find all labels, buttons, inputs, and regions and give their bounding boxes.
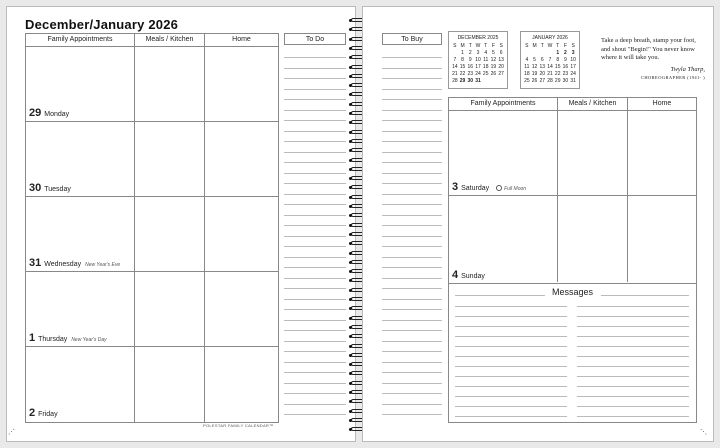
ruled-line: [382, 236, 442, 237]
page-corner-mark: ⋰: [8, 429, 15, 436]
calendar-date: 22: [459, 71, 466, 77]
ruled-line: [284, 194, 346, 195]
day-entry-2[interactable]: [29, 407, 58, 419]
ruled-line: [284, 120, 346, 121]
page-corner-mark: ⋱: [700, 429, 707, 436]
calendar-date: 15: [459, 64, 466, 70]
weekday-label: W: [547, 43, 553, 49]
day-name: Friday: [38, 411, 58, 418]
day-number: 3: [452, 181, 459, 193]
ruled-line: [382, 78, 442, 79]
calendar-date: 21: [547, 71, 553, 77]
day-number: 29: [29, 107, 42, 119]
calendar-date: 12: [490, 57, 497, 63]
ruled-line: [455, 416, 567, 417]
ruled-line: [455, 406, 567, 407]
calendar-date: 4: [484, 50, 488, 56]
calendar-date: 2: [468, 50, 472, 56]
calendar-date: 27: [539, 78, 546, 84]
ruled-line: [284, 330, 346, 331]
tobuy-column[interactable]: [382, 33, 442, 423]
weekday-label: T: [468, 43, 472, 49]
ruled-line: [284, 267, 346, 268]
calendar-date: 17: [570, 64, 576, 70]
calendar-date: 26: [490, 71, 497, 77]
ruled-line: [382, 246, 442, 247]
calendar-date: 20: [539, 71, 546, 77]
grid-header: [26, 34, 278, 47]
inspirational-quote: [601, 37, 705, 83]
day-name: Tuesday: [44, 186, 71, 193]
ruled-line: [455, 316, 567, 317]
footer-brand: POLESTAR FAMILY CALENDAR™: [203, 423, 274, 428]
ruled-line: [382, 404, 442, 405]
schedule-grid: [25, 33, 279, 423]
ruled-line: [382, 152, 442, 153]
ruled-line: [382, 309, 442, 310]
day-entry-3[interactable]: [452, 181, 526, 193]
day-name: Wednesday: [44, 261, 82, 268]
ruled-line: [284, 288, 346, 289]
ruled-line: [455, 356, 567, 357]
day-name: Sunday: [461, 273, 485, 280]
day-divider: [26, 196, 278, 197]
ruled-line: [455, 376, 567, 377]
calendar-date: 26: [531, 78, 538, 84]
ruled-line: [284, 131, 346, 132]
ruled-line: [577, 356, 689, 357]
day-divider: [449, 195, 696, 196]
calendar-date: 17: [475, 64, 481, 70]
ruled-line: [577, 326, 689, 327]
calendar-date: 23: [562, 71, 569, 77]
calendar-date: 25: [482, 71, 489, 77]
calendar-date: 10: [475, 57, 481, 63]
ruled-line: [382, 341, 442, 342]
ruled-line: [284, 257, 346, 258]
ruled-line: [455, 366, 567, 367]
ruled-line: [284, 183, 346, 184]
day-divider: [26, 271, 278, 272]
ruled-line: [577, 396, 689, 397]
weekday-label: T: [556, 43, 560, 49]
weekday-label: M: [460, 43, 465, 49]
ruled-line: [284, 393, 346, 394]
quote-author: Twyla Tharp,: [670, 65, 705, 73]
day-number: 1: [29, 332, 36, 344]
column-header-meals-kitchen: Meals / Kitchen: [558, 98, 628, 110]
ruled-line: [577, 306, 689, 307]
mini-calendar-title: JANUARY 2026: [532, 35, 568, 41]
ruled-line: [284, 383, 346, 384]
day-entry-30[interactable]: [29, 182, 71, 194]
ruled-line: [382, 173, 442, 174]
ruled-line: [382, 215, 442, 216]
calendar-date: 13: [539, 64, 546, 70]
ruled-line: [577, 416, 689, 417]
ruled-line: [284, 341, 346, 342]
calendar-date: 25: [524, 78, 530, 84]
day-name: Saturday: [461, 185, 490, 192]
ruled-line: [382, 351, 442, 352]
calendar-date: 30: [562, 78, 569, 84]
calendar-date: 14: [452, 64, 458, 70]
mini-calendar-grid: [449, 43, 507, 84]
ruled-line: [284, 320, 346, 321]
ruled-line: [382, 89, 442, 90]
calendar-date: 28: [452, 78, 458, 84]
calendar-date: 1: [461, 50, 464, 56]
column-divider: [557, 110, 558, 282]
calendar-date: 3: [476, 50, 480, 56]
calendar-date: 23: [467, 71, 474, 77]
ruled-line: [455, 306, 567, 307]
page-title: December/January 2026: [25, 17, 179, 32]
mini-calendar-title: DECEMBER 2025: [457, 35, 499, 41]
day-divider: [26, 121, 278, 122]
calendar-date: 5: [492, 50, 495, 56]
column-header-family-appointments: Family Appointments: [26, 34, 135, 46]
calendar-date: 31: [475, 78, 481, 84]
ruled-line: [382, 225, 442, 226]
ruled-line: [284, 278, 346, 279]
ruled-line: [284, 351, 346, 352]
calendar-date: 14: [547, 64, 553, 70]
calendar-date: 11: [483, 57, 489, 63]
holiday-note: New Year's Eve: [85, 262, 121, 268]
ruled-line: [284, 246, 346, 247]
calendar-date: 6: [540, 57, 544, 63]
calendar-date: [538, 50, 546, 56]
ruled-line: [577, 376, 689, 377]
ruled-line: [382, 330, 442, 331]
ruled-line: [382, 278, 442, 279]
calendar-date: 29: [459, 78, 466, 84]
todo-column[interactable]: [284, 33, 346, 423]
mini-calendar-january: [520, 31, 580, 89]
ruled-line: [577, 336, 689, 337]
day-entry-4[interactable]: [452, 269, 485, 281]
ruled-line: [382, 131, 442, 132]
calendar-date: 30: [467, 78, 474, 84]
day-name: Thursday: [38, 336, 68, 343]
calendar-date: 13: [498, 57, 504, 63]
calendar-date: 18: [482, 64, 489, 70]
ruled-line: [382, 372, 442, 373]
calendar-date: [451, 50, 459, 56]
calendar-date: [531, 50, 539, 56]
calendar-date: 2: [564, 50, 567, 56]
ruled-line: [284, 173, 346, 174]
ruled-line: [284, 215, 346, 216]
calendar-date: 9: [564, 57, 567, 63]
quote-role: CHOREOGRAPHER (1941- ): [640, 75, 705, 80]
ruled-line: [382, 257, 442, 258]
ruled-line: [284, 68, 346, 69]
day-entry-1[interactable]: [29, 332, 107, 344]
ruled-line: [455, 396, 567, 397]
calendar-date: 5: [533, 57, 536, 63]
ruled-line: [577, 406, 689, 407]
moon-phase-note: Full Moon: [504, 186, 527, 192]
weekday-label: S: [499, 43, 503, 49]
calendar-date: 4: [525, 57, 529, 63]
column-divider: [627, 110, 628, 282]
calendar-date: 7: [548, 57, 552, 63]
day-divider: [26, 346, 278, 347]
ruled-line: [284, 236, 346, 237]
ruled-line: [455, 346, 567, 347]
messages-title: Messages: [551, 287, 594, 297]
ruled-line: [382, 383, 442, 384]
weekend-grid: [448, 97, 697, 423]
calendar-date: 8: [461, 57, 464, 63]
calendar-date: 16: [467, 64, 474, 70]
ruled-line: [382, 362, 442, 363]
ruled-line: [455, 386, 567, 387]
todo-header: To Do: [284, 33, 346, 45]
calendar-date: 22: [554, 71, 561, 77]
calendar-date: 27: [498, 71, 504, 77]
ruled-line: [382, 99, 442, 100]
calendar-date: [546, 50, 554, 56]
calendar-date: 21: [452, 71, 458, 77]
day-number: 31: [29, 257, 42, 269]
ruled-line: [382, 141, 442, 142]
ruled-line: [284, 57, 346, 58]
day-entry-29[interactable]: [29, 107, 69, 119]
mini-calendar-december: [448, 31, 508, 89]
ruled-line: [382, 204, 442, 205]
ruled-line: [382, 299, 442, 300]
messages-area[interactable]: [449, 284, 696, 422]
calendar-date: 7: [453, 57, 457, 63]
ruled-line: [455, 336, 567, 337]
calendar-date: 11: [524, 64, 530, 70]
ruled-line: [382, 162, 442, 163]
calendar-date: 10: [570, 57, 576, 63]
ruled-line: [382, 57, 442, 58]
calendar-date: 19: [490, 64, 497, 70]
weekday-label: T: [484, 43, 488, 49]
calendar-date: 18: [524, 71, 530, 77]
left-page: [6, 6, 356, 442]
weekday-label: T: [540, 43, 544, 49]
ruled-line: [284, 162, 346, 163]
ruled-line: [382, 68, 442, 69]
ruled-line: [382, 320, 442, 321]
calendar-date: 24: [570, 71, 576, 77]
ruled-line: [455, 326, 567, 327]
ruled-line: [284, 89, 346, 90]
day-number: 4: [452, 269, 459, 281]
calendar-date: [497, 78, 505, 84]
right-page: [362, 6, 714, 442]
ruled-line: [284, 152, 346, 153]
ruled-line: [284, 141, 346, 142]
weekday-label: W: [475, 43, 481, 49]
ruled-line: [284, 110, 346, 111]
ruled-line: [382, 110, 442, 111]
ruled-line: [284, 372, 346, 373]
holiday-note: New Year's Day: [71, 337, 107, 343]
day-number: 30: [29, 182, 42, 194]
calendar-date: 19: [531, 71, 538, 77]
ruled-line: [577, 316, 689, 317]
calendar-date: 12: [531, 64, 538, 70]
column-divider: [134, 46, 135, 422]
day-number: 2: [29, 407, 36, 419]
quote-text: Take a deep breath, stamp your foot, and shout "Begin!" You never know where it will take you.: [601, 37, 696, 61]
ruled-line: [284, 309, 346, 310]
calendar-date: 15: [554, 64, 561, 70]
weekday-label: S: [525, 43, 529, 49]
calendar-date: 28: [547, 78, 553, 84]
ruled-line: [382, 183, 442, 184]
ruled-line: [284, 225, 346, 226]
ruled-line: [382, 414, 442, 415]
ruled-line: [577, 386, 689, 387]
ruled-line: [284, 99, 346, 100]
ruled-line: [284, 414, 346, 415]
column-header-meals-kitchen: Meals / Kitchen: [135, 34, 205, 46]
calendar-date: 9: [468, 57, 472, 63]
column-header-home: Home: [652, 100, 672, 107]
calendar-date: 31: [570, 78, 576, 84]
day-entry-31[interactable]: [29, 257, 120, 269]
ruled-line: [284, 78, 346, 79]
ruled-line: [284, 204, 346, 205]
ruled-line: [382, 393, 442, 394]
calendar-date: 6: [499, 50, 503, 56]
column-header-home: Home: [232, 36, 251, 43]
ruled-line: [382, 120, 442, 121]
calendar-date: 20: [498, 64, 504, 70]
column-header-family-appointments: Family Appointments: [449, 98, 558, 110]
ruled-line: [382, 194, 442, 195]
weekday-label: S: [453, 43, 457, 49]
ruled-line: [382, 288, 442, 289]
calendar-date: 16: [562, 64, 569, 70]
column-divider: [204, 46, 205, 422]
weekday-label: F: [491, 43, 495, 49]
weekday-label: S: [571, 43, 575, 49]
ruled-line: [284, 299, 346, 300]
weekday-label: M: [532, 43, 537, 49]
calendar-date: 8: [556, 57, 560, 63]
ruled-line: [284, 362, 346, 363]
grid-header: [449, 98, 696, 111]
calendar-date: [482, 78, 490, 84]
calendar-date: 1: [556, 50, 560, 56]
tobuy-header: To Buy: [382, 33, 442, 45]
ruled-line: [577, 366, 689, 367]
calendar-date: 3: [571, 50, 575, 56]
weekday-label: F: [563, 43, 567, 49]
ruled-line: [577, 346, 689, 347]
calendar-date: [523, 50, 531, 56]
mini-calendar-grid: [521, 43, 579, 84]
calendar-date: 29: [554, 78, 561, 84]
ruled-line: [284, 404, 346, 405]
full-moon-icon: [496, 185, 502, 191]
ruled-line: [382, 267, 442, 268]
day-name: Monday: [44, 111, 70, 118]
calendar-date: [490, 78, 498, 84]
calendar-date: 24: [475, 71, 481, 77]
